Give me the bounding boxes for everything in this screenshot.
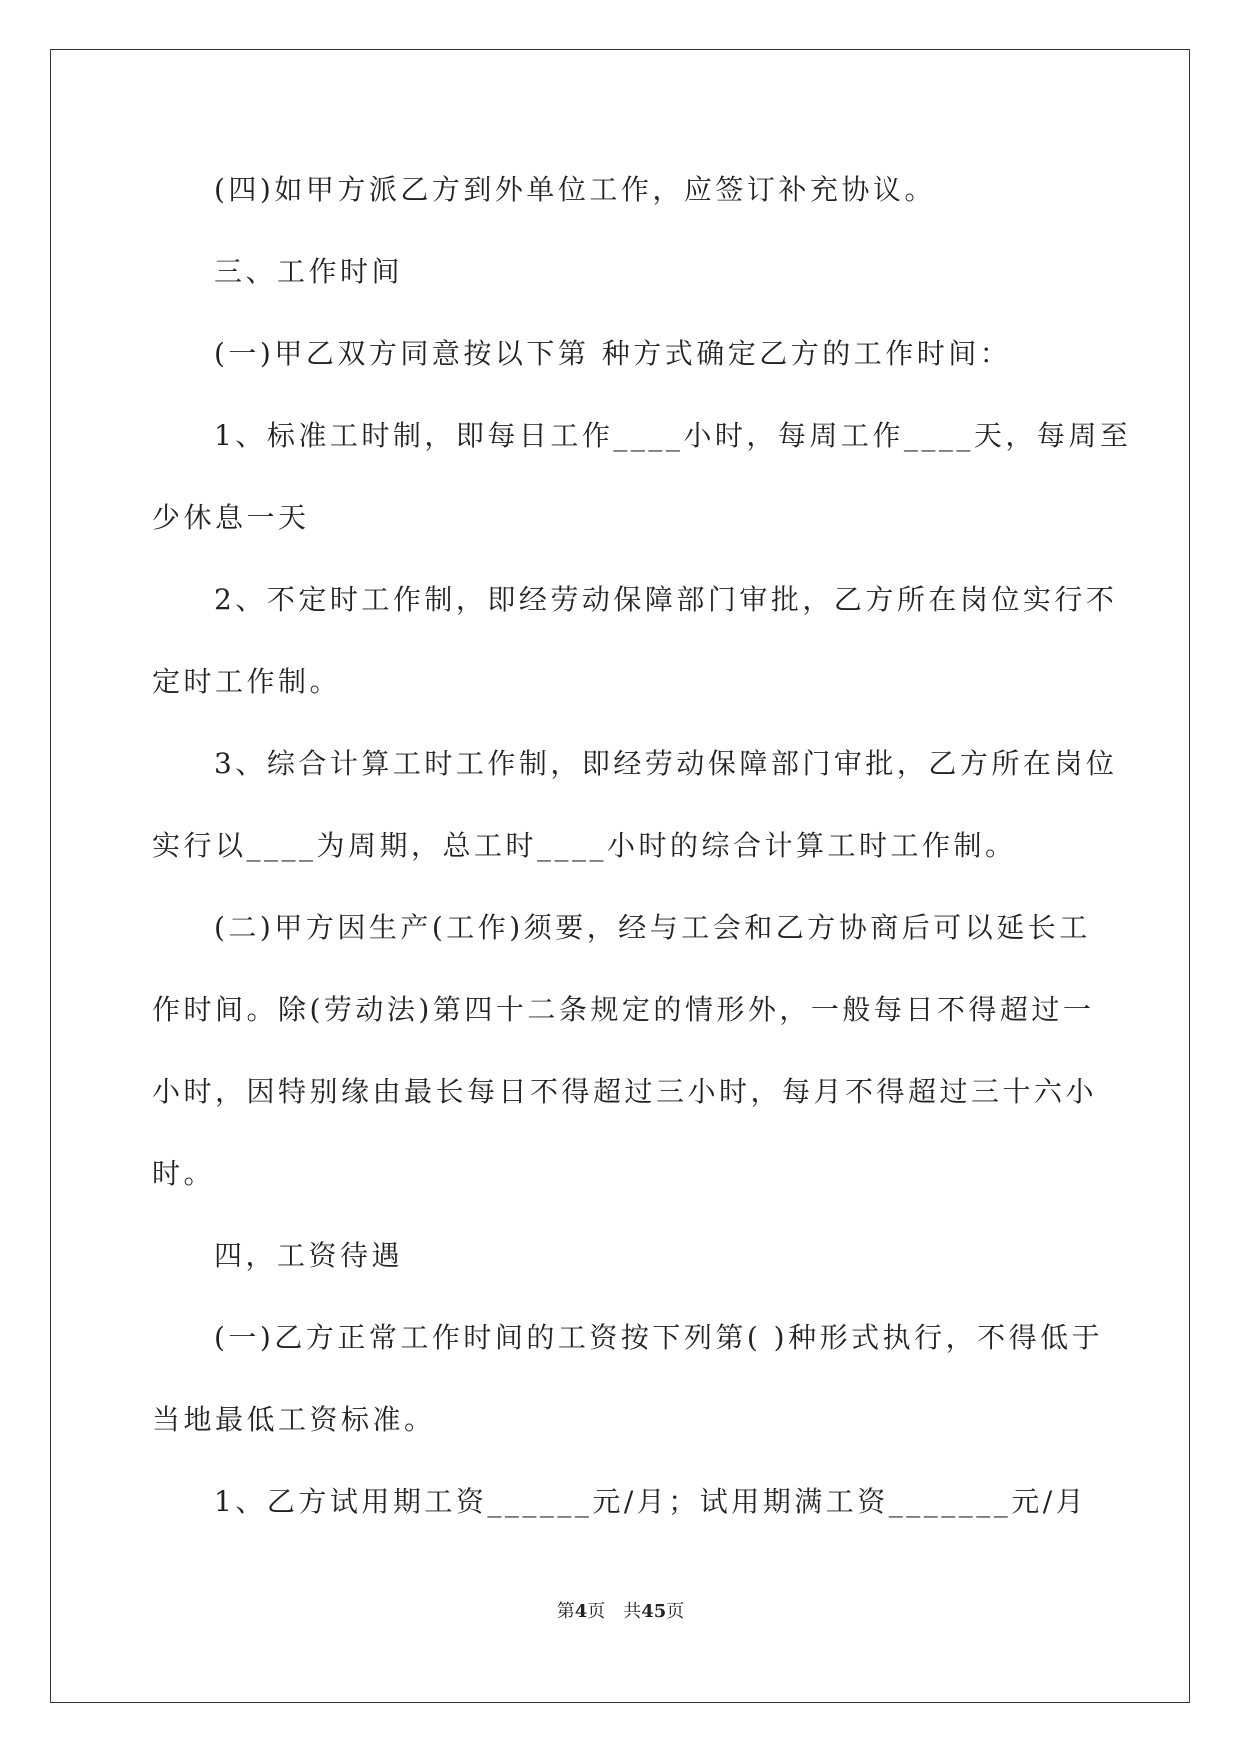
paragraph-line: (一)乙方正常工作时间的工资按下列第( )种形式执行，不得低于 — [214, 1321, 1104, 1354]
paragraph-line: 2、不定时工作制，即经劳动保障部门审批，乙方所在岗位实行不 — [214, 583, 1118, 616]
paragraph-line: 当地最低工资标准。 — [152, 1403, 436, 1436]
section-heading: 三、工作时间 — [214, 255, 404, 288]
paragraph-line: 3、综合计算工时工作制，即经劳动保障部门审批，乙方所在岗位 — [214, 747, 1118, 780]
paragraph-line: (一)甲乙双方同意按以下第 种方式确定乙方的工作时间： — [214, 337, 1012, 370]
paragraph-line: 小时，因特别缘由最长每日不得超过三小时，每月不得超过三十六小 — [152, 1075, 1098, 1108]
page-total-suffix: 页 — [666, 1601, 685, 1622]
page-number-prefix: 第 — [556, 1601, 575, 1622]
paragraph-line: 定时工作制。 — [152, 665, 342, 698]
paragraph-line: 1、乙方试用期工资______元/月；试用期满工资_______元/月 — [214, 1485, 1088, 1518]
paragraph-line: 作时间。除(劳动法)第四十二条规定的情形外，一般每日不得超过一 — [152, 993, 1095, 1026]
paragraph-line: (四)如甲方派乙方到外单位工作，应签订补充协议。 — [214, 173, 936, 206]
page-footer — [0, 1600, 1241, 1624]
section-heading: 四，工资待遇 — [214, 1239, 404, 1272]
page-border — [50, 49, 1190, 1703]
paragraph-line: 时。 — [152, 1157, 216, 1190]
paragraph-line: 少休息一天 — [152, 501, 310, 534]
page-number-current: 4 — [574, 1601, 588, 1622]
paragraph-line: 1、标准工时制，即每日工作____小时，每周工作____天，每周至 — [214, 419, 1132, 452]
page-total-prefix: 共 — [623, 1601, 642, 1622]
page-number-suffix: 页 — [587, 1601, 606, 1622]
page-total: 45 — [641, 1601, 667, 1622]
paragraph-line: 实行以____为周期，总工时____小时的综合计算工时工作制。 — [152, 829, 1017, 862]
paragraph-line: (二)甲方因生产(工作)须要，经与工会和乙方协商后可以延长工 — [214, 911, 1091, 944]
